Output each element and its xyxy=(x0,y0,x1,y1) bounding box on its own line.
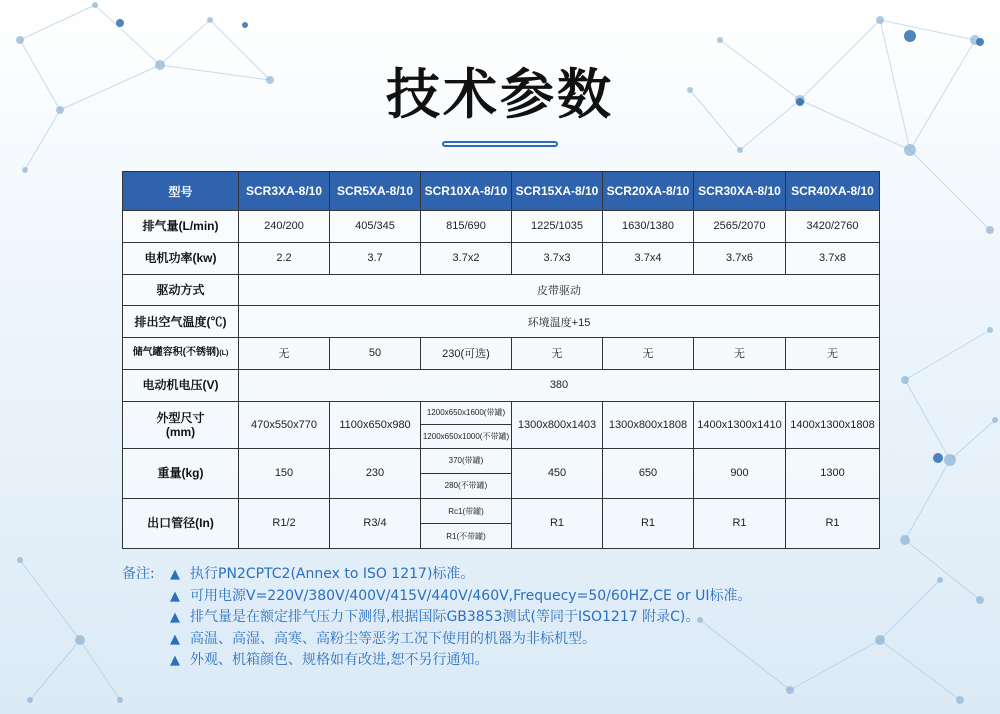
note-item xyxy=(122,564,751,586)
table-cell: 皮带驱动 xyxy=(239,274,880,306)
table-cell: R1(不带罐) xyxy=(421,524,512,549)
table-cell: 470x550x770 xyxy=(239,401,330,448)
table-cell: 280(不带罐) xyxy=(421,474,512,499)
row-label xyxy=(123,338,239,370)
row-label: 电动机电压(V) xyxy=(123,369,239,401)
header-model: SCR3XA-8/10 xyxy=(239,172,330,211)
row-label: 电机功率(kw) xyxy=(123,242,239,274)
table-row-drive xyxy=(123,274,880,306)
note-item xyxy=(122,586,751,608)
table-cell: R1 xyxy=(512,498,603,548)
table-cell: 3.7x8 xyxy=(786,242,880,274)
table-row-voltage xyxy=(123,369,880,401)
table-cell: 3.7x4 xyxy=(603,242,694,274)
table-cell: 450 xyxy=(512,448,603,498)
table-cell: 1630/1380 xyxy=(603,211,694,243)
table-cell: 405/345 xyxy=(330,211,421,243)
table-cell: 环境温度+15 xyxy=(239,306,880,338)
table-cell: 240/200 xyxy=(239,211,330,243)
table-cell: R1 xyxy=(694,498,786,548)
triangle-icon: ▲ xyxy=(170,631,180,647)
table-cell: 无 xyxy=(694,338,786,370)
table-cell: 1400x1300x1808 xyxy=(786,401,880,448)
table-cell: 380 xyxy=(239,369,880,401)
table-cell: 1225/1035 xyxy=(512,211,603,243)
note-text: 排气量是在额定排气压力下测得,根据国际GB3853测试(等同于ISO1217 附录C)。 xyxy=(190,609,700,625)
table-cell: 815/690 xyxy=(421,211,512,243)
table-row-flow xyxy=(123,211,880,243)
table-cell: 3.7 xyxy=(330,242,421,274)
triangle-icon: ▲ xyxy=(170,567,180,582)
triangle-icon: ▲ xyxy=(170,610,180,625)
table-cell: 无 xyxy=(512,338,603,370)
table-cell: 无 xyxy=(239,338,330,370)
table-cell: 1300x800x1808 xyxy=(603,401,694,448)
table-cell: R3/4 xyxy=(330,498,421,548)
note-item xyxy=(122,650,751,672)
row-label: 出口管径(In) xyxy=(123,498,239,548)
table-cell: 1400x1300x1410 xyxy=(694,401,786,448)
note-item xyxy=(122,607,751,629)
header-model: SCR30XA-8/10 xyxy=(694,172,786,211)
row-label: 排出空气温度(℃) xyxy=(123,306,239,338)
row-label: 驱动方式 xyxy=(123,274,239,306)
note-text: 外观、机箱颜色、规格如有改进,恕不另行通知。 xyxy=(190,652,489,668)
table-cell: 1300x800x1403 xyxy=(512,401,603,448)
table-cell: 2.2 xyxy=(239,242,330,274)
notes-label: 备注: xyxy=(122,566,155,582)
row-label-text: 储气罐容积(不锈钢) xyxy=(132,346,220,358)
table-cell: 3.7x6 xyxy=(694,242,786,274)
table-cell: R1/2 xyxy=(239,498,330,548)
spec-table xyxy=(122,171,880,549)
row-label-line2: (mm) xyxy=(165,424,196,439)
header-model: SCR10XA-8/10 xyxy=(421,172,512,211)
header-model: SCR20XA-8/10 xyxy=(603,172,694,211)
table-header-row xyxy=(123,172,880,211)
row-label-line1: 外型尺寸 xyxy=(156,410,205,425)
table-cell: 3.7x2 xyxy=(421,242,512,274)
table-cell: 3420/2760 xyxy=(786,211,880,243)
table-row-weight xyxy=(123,448,880,474)
title-underline-decoration xyxy=(442,141,558,147)
table-cell: 50 xyxy=(330,338,421,370)
table-cell: 230(可选) xyxy=(421,338,512,370)
row-label: 排气量(L/min) xyxy=(123,211,239,243)
table-cell: 无 xyxy=(603,338,694,370)
notes-section xyxy=(122,564,751,672)
header-model-label: 型号 xyxy=(123,172,239,211)
row-label: 重量(kg) xyxy=(123,448,239,498)
table-cell: 900 xyxy=(694,448,786,498)
table-cell: R1 xyxy=(786,498,880,548)
note-text: 高温、高湿、高寒、高粉尘等恶劣工况下使用的机器为非标机型。 xyxy=(190,630,596,647)
table-cell: 1100x650x980 xyxy=(330,401,421,448)
table-row-outlet xyxy=(123,498,880,524)
table-row-tank xyxy=(123,338,880,370)
row-label-unit: (L) xyxy=(219,349,229,357)
header-model: SCR15XA-8/10 xyxy=(512,172,603,211)
table-row-temp xyxy=(123,306,880,338)
note-text: 可用电源V=220V/380V/400V/415V/440V/460V,Frequecy=50/60HZ,CE or UI标准。 xyxy=(190,587,752,604)
table-cell: Rc1(带罐) xyxy=(421,498,512,524)
note-item xyxy=(122,629,751,651)
triangle-icon: ▲ xyxy=(170,653,180,668)
table-row-power xyxy=(123,242,880,274)
table-cell: 1200x650x1000(不带罐) xyxy=(421,425,512,449)
table-cell: 150 xyxy=(239,448,330,498)
table-cell: 3.7x3 xyxy=(512,242,603,274)
table-cell: 1300 xyxy=(786,448,880,498)
page-title: 技术参数 xyxy=(386,63,614,126)
note-text: 执行PN2CPTC2(Annex to ISO 1217)标准。 xyxy=(190,566,475,582)
triangle-icon: ▲ xyxy=(170,588,180,604)
header-model: SCR40XA-8/10 xyxy=(786,172,880,211)
table-cell: 2565/2070 xyxy=(694,211,786,243)
row-label xyxy=(123,401,239,448)
table-cell: 650 xyxy=(603,448,694,498)
table-cell: 370(带罐) xyxy=(421,448,512,474)
table-cell: 230 xyxy=(330,448,421,498)
table-cell: R1 xyxy=(603,498,694,548)
table-cell: 1200x650x1600(带罐) xyxy=(421,401,512,425)
table-cell: 无 xyxy=(786,338,880,370)
table-row-size xyxy=(123,401,880,425)
header-model: SCR5XA-8/10 xyxy=(330,172,421,211)
